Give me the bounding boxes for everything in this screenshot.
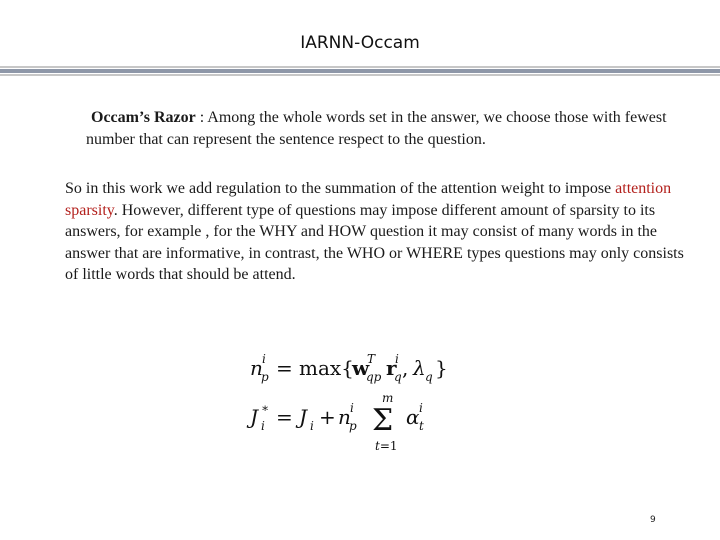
svg-text:p: p	[349, 419, 357, 433]
svg-text:i: i	[350, 401, 354, 415]
page-number: 9	[650, 515, 656, 525]
svg-text:t=1: t=1	[375, 439, 398, 453]
svg-text:∗: ∗	[261, 401, 270, 415]
svg-text:i: i	[395, 352, 399, 366]
title-divider-bottom	[0, 74, 720, 76]
svg-text:q: q	[425, 370, 433, 384]
equations	[246, 346, 466, 458]
equation-j-star	[246, 391, 424, 453]
svg-text:J: J	[299, 405, 308, 429]
svg-text:+: +	[319, 405, 336, 429]
svg-text:t: t	[419, 419, 424, 433]
title-divider-middle	[0, 69, 720, 73]
svg-text:q: q	[394, 370, 402, 384]
svg-text:i: i	[261, 419, 265, 433]
svg-text:p: p	[261, 370, 269, 384]
body-paragraph	[65, 178, 695, 286]
svg-text:i: i	[310, 419, 314, 433]
occam-razor-text: : Among the whole words set in the answer, we choose those with fewest number that can represent the sentence respect to the question.	[86, 109, 667, 148]
svg-text:max{: max{	[299, 356, 354, 380]
svg-text:qp: qp	[366, 370, 382, 384]
svg-text:i: i	[419, 401, 423, 415]
paragraph-text-after: . However, different type of questions may impose different amount of sparsity to its answers, for example , for the WHY and HOW question it may consist of many words in the answer that are informative, in contrast, the WHO or WHERE types questions may only consists of little words that should be attend.	[65, 201, 684, 284]
svg-text:i: i	[262, 352, 266, 366]
svg-text:=: =	[276, 405, 293, 429]
svg-text:n: n	[250, 356, 263, 380]
svg-text:λ: λ	[413, 356, 426, 380]
svg-text:n: n	[338, 405, 351, 429]
svg-text:α: α	[406, 405, 420, 429]
paragraph-text-before: So in this work we add regulation to the summation of the attention weight to impose	[65, 180, 616, 197]
svg-text:=: =	[276, 356, 293, 380]
svg-text:w: w	[352, 356, 370, 380]
occam-razor-definition	[86, 107, 686, 151]
equation-n-p	[250, 352, 448, 384]
svg-text:}: }	[435, 356, 448, 380]
svg-text:r: r	[386, 356, 397, 380]
occam-razor-term: Occam’s Razor	[91, 109, 196, 126]
svg-text:m: m	[382, 391, 394, 405]
title-divider-top	[0, 66, 720, 68]
svg-text:Σ: Σ	[372, 403, 394, 438]
svg-text:T: T	[367, 352, 376, 366]
svg-text:,: ,	[402, 356, 409, 380]
attention-sparsity-highlight: attention sparsity	[65, 180, 672, 219]
svg-text:J: J	[250, 405, 259, 429]
slide-title: IARNN-Occam	[300, 33, 420, 53]
